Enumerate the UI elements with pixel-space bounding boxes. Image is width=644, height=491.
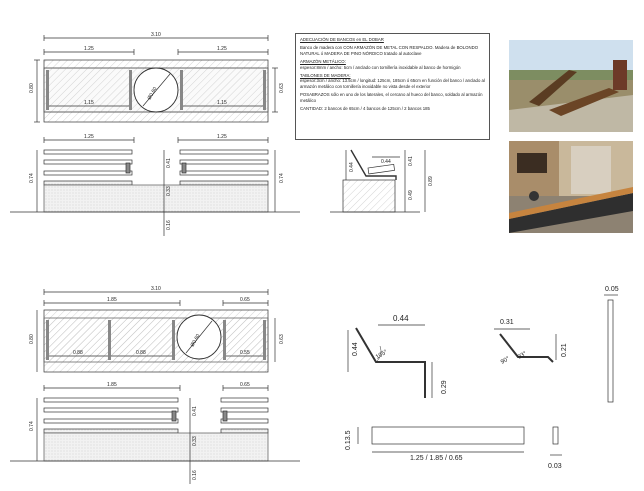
dim-inner-left: 1.15 (84, 100, 94, 106)
dim-inner-right: 1.15 (217, 100, 227, 106)
bottom-elevation (10, 385, 300, 484)
bplan-seg3: 0.55 (240, 350, 250, 356)
belev-height: 0.74 (29, 421, 35, 431)
belev-backrest: 0.41 (192, 406, 198, 416)
notes-p3: espesor:3cm / ancho: 13.5cm / longitud: 125cm, 185cm ó 65cm en función del banco / anclado al armazón metálico con tornillería inoxidable no vista desde el exterior (300, 78, 485, 89)
detail-angle2a: 90° (500, 355, 511, 366)
detail-side: 0.44 (352, 342, 359, 356)
detail-angle: 105° (375, 349, 389, 361)
bplan-depth: 0.80 (29, 334, 35, 344)
photo-bench-street (509, 141, 633, 233)
photo-bench-park (509, 40, 633, 132)
elev-height-right: 0.74 (279, 173, 285, 183)
detail-top: 0.44 (393, 314, 409, 323)
notes-p5: CANTIDAD: 2 bancos de 65cm / 4 bancos de 125cm / 2 bancos 185 (300, 106, 430, 112)
detail-plank-thk: 0.03 (548, 463, 562, 470)
detail-plank-len: 1.25 / 1.85 / 0.65 (410, 455, 463, 462)
sec-a: 0.44 (381, 159, 391, 165)
detail-right2: 0.21 (561, 343, 568, 357)
elev-left-width: 1.25 (84, 134, 94, 140)
elev-seat: 0.33 (166, 186, 172, 196)
sec-e: 0.44 (349, 162, 355, 172)
bplan-left-width: 1.85 (107, 297, 117, 303)
detail-angle2b: 93° (517, 350, 528, 361)
detail-leg: 0.29 (441, 380, 448, 394)
bplan-seg1: 0.88 (73, 350, 83, 356)
top-plan (34, 35, 278, 122)
sec-b: 0.41 (408, 156, 414, 166)
belev-seat: 0.33 (192, 436, 198, 446)
detail-profile-thk: 0.05 (605, 286, 619, 293)
dim-left-width: 1.25 (84, 46, 94, 52)
notes-p2: espesor:8mm / ancho: 5cm / anclado con tornillería inoxidable al banco de hormigón (300, 64, 461, 70)
elev-backrest: 0.41 (166, 158, 172, 168)
bplan-seg2: 0.88 (136, 350, 146, 356)
detail-top2: 0.31 (500, 319, 514, 326)
bplan-tree: Ø0.60 (189, 333, 202, 348)
notes-p1: Banco de madera con CON ARMAZÓN DE METAL CON RESPALDO. Madera de BOLONDO NATURAL ó MADERA DE PINO NÓRDICO tratado al autoclave (300, 45, 479, 56)
top-elevation (10, 137, 300, 236)
detail-section (348, 295, 618, 455)
sec-c: 0.89 (428, 176, 434, 186)
bplan-right-width: 0.65 (240, 297, 250, 303)
belev-base: 0.16 (192, 470, 198, 480)
notes-box (295, 33, 490, 140)
notes-p4: POSABRAZOS sólo en uno de los laterales, el cercano al hueco del banco, soldado al armazón metálico (300, 92, 483, 103)
notes-h2: ARMAZÓN METÁLICO: (300, 59, 346, 65)
elev-height: 0.74 (29, 173, 35, 183)
dim-right-width: 1.25 (217, 46, 227, 52)
elev-right-width: 1.25 (217, 134, 227, 140)
dim-depth: 0.80 (29, 83, 35, 93)
bplan-depth-right: 0.63 (279, 334, 285, 344)
notes-title: ADECUACIÓN DE BANCOS en EL DOBAR (300, 37, 384, 42)
dim-overall: 3.10 (151, 32, 161, 38)
elev-base: 0.16 (166, 220, 172, 230)
sec-d: 0.49 (408, 190, 414, 200)
bplan-overall: 3.10 (151, 286, 161, 292)
detail-plank-h: 0.13.5 (345, 430, 352, 450)
dim-depth-right: 0.63 (279, 83, 285, 93)
dim-tree: Ø0.60 (146, 86, 159, 101)
belev-right-width: 0.65 (240, 382, 250, 388)
detail-section-labels (345, 286, 619, 470)
notes-h3: TABLONES DE MADERA: (300, 73, 351, 79)
belev-left-width: 1.85 (107, 382, 117, 388)
